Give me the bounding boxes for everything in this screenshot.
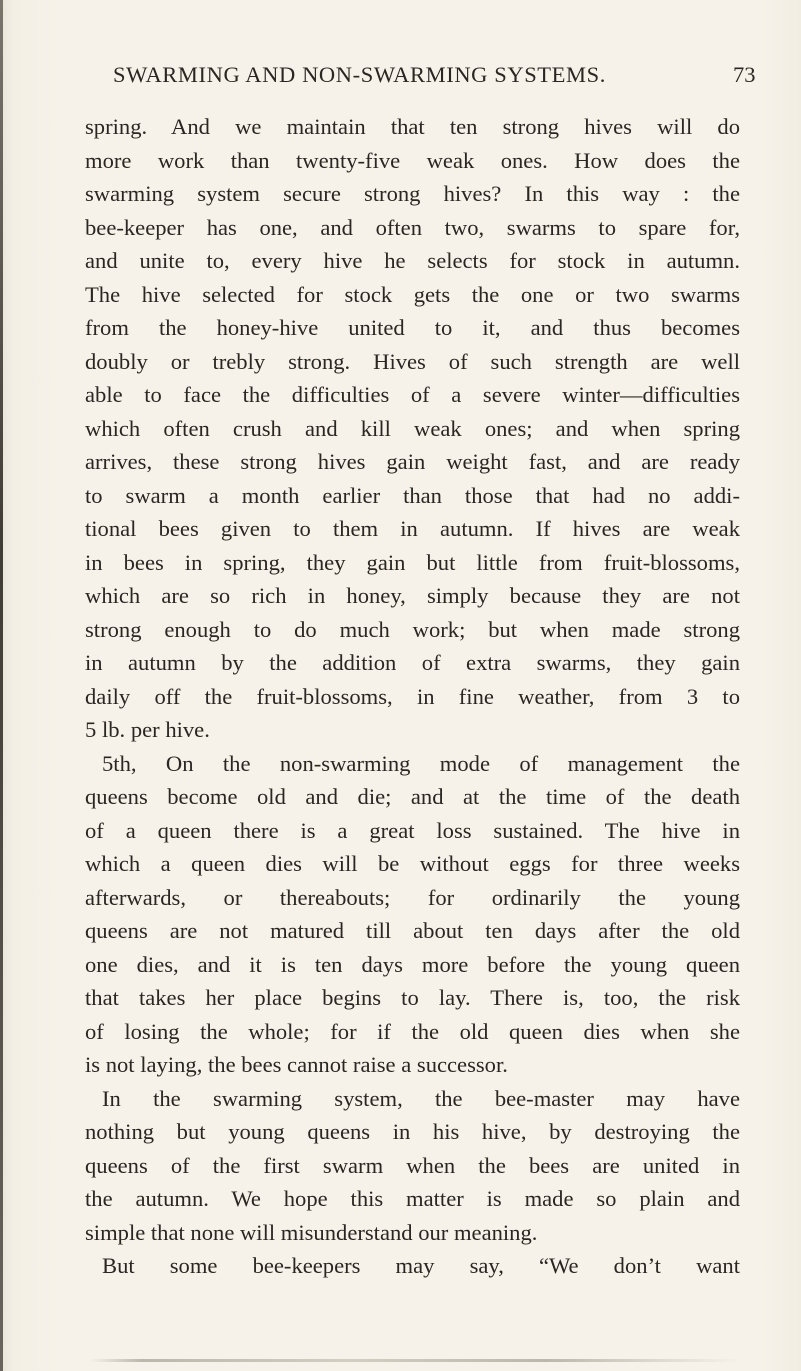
text-line: bee-keeper has one, and often two, swarms to spare for, — [85, 214, 740, 240]
text-line: in autumn by the addition of extra swarms, they gain — [85, 650, 740, 675]
text-line: which often crush and kill weak ones; and when spring — [85, 415, 740, 441]
text-line: nothing but young queens in his hive, by destroying the — [85, 1119, 740, 1144]
text-line: tional bees given to them in autumn. If hives are weak — [85, 516, 740, 541]
paragraph-end-line: 5 lb. per hive. — [85, 717, 210, 742]
text-line: and unite to, every hive he selects for stock in autumn. — [85, 248, 740, 273]
text-line: from the honey-hive united to it, and thus becomes — [85, 315, 740, 340]
page-number: 73 — [733, 62, 756, 87]
text-line: strong enough to do much work; but when made strong — [85, 616, 740, 642]
text-line: swarming system secure strong hives? In this way : the — [85, 181, 740, 206]
text-line: spring. And we maintain that ten strong hives will do — [85, 114, 740, 139]
text-line: one dies, and it is ten days more before the young queen — [85, 951, 740, 977]
text-line: in bees in spring, they gain but little from fruit-blossoms, — [85, 549, 740, 575]
text-line: of losing the whole; for if the old queen dies when she — [85, 1018, 740, 1044]
page-header — [0, 62, 801, 92]
page-bottom-edge — [90, 1359, 740, 1362]
text-line: able to face the difficulties of a severe winter—difficulties — [85, 382, 740, 407]
text-line: doubly or trebly strong. Hives of such strength are well — [85, 348, 740, 374]
text-line: queens become old and die; and at the time of the death — [85, 784, 740, 809]
paragraph-end-line: is not laying, the bees cannot raise a successor. — [85, 1052, 508, 1077]
text-line: queens are not matured till about ten days after the old — [85, 918, 740, 943]
paragraph-start-line: In the swarming system, the bee-master may have — [102, 1085, 740, 1111]
text-line: The hive selected for stock gets the one or two swarms — [85, 281, 740, 307]
text-line: the autumn. We hope this matter is made so plain and — [85, 1186, 740, 1211]
text-line: to swarm a month earlier than those that had no addi- — [85, 482, 740, 508]
paragraph-start-line: 5th, On the non-swarming mode of management the — [102, 750, 740, 776]
text-line: more work than twenty-five weak ones. How does the — [85, 147, 740, 173]
paragraph-end-line: simple that none will misunderstand our meaning. — [85, 1219, 538, 1245]
body-text — [85, 110, 740, 1283]
text-line: queens of the first swarm when the bees are united in — [85, 1152, 740, 1178]
text-line: daily off the fruit-blossoms, in fine weather, from 3 to — [85, 683, 740, 709]
running-title: SWARMING AND NON-SWARMING SYSTEMS. — [113, 62, 606, 87]
paragraph-start-line: But some bee-keepers may say, “We don’t want — [102, 1253, 740, 1278]
binding-edge — [0, 0, 3, 1371]
text-line: which a queen dies will be without eggs for three weeks — [85, 851, 740, 876]
text-line: which are so rich in honey, simply because they are not — [85, 583, 740, 608]
text-line: arrives, these strong hives gain weight fast, and are ready — [85, 449, 740, 474]
text-line: that takes her place begins to lay. There is, too, the risk — [85, 985, 740, 1010]
text-line: afterwards, or thereabouts; for ordinarily the young — [85, 884, 740, 910]
text-line: of a queen there is a great loss sustained. The hive in — [85, 817, 740, 843]
